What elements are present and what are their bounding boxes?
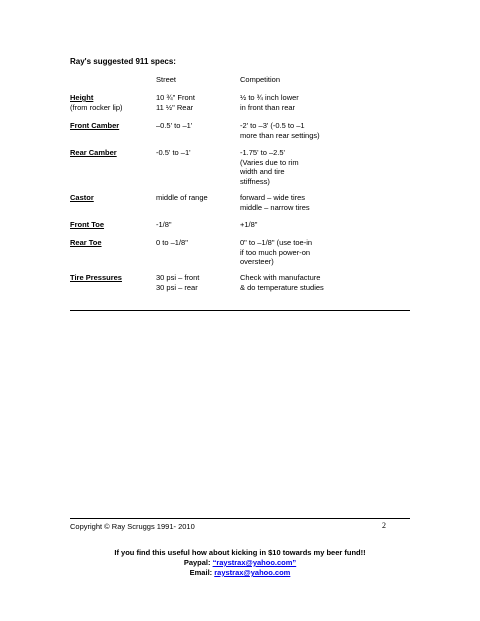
competition-value: Check with manufacture & do temperature studies (240, 273, 324, 292)
street-value: -0.5' to –1' (156, 148, 191, 157)
spec-name: Height (70, 93, 94, 102)
column-header-street: Street (156, 75, 177, 84)
email-line (0, 568, 480, 578)
spec-name: Rear Camber (70, 148, 117, 157)
spec-name: Front Toe (70, 220, 105, 229)
spec-name: Rear Toe (70, 238, 102, 247)
column-header-competition: Competition (240, 75, 281, 84)
competition-value: -1.75' to –2.5' (Varies due to rim width and tire stiffness) (240, 148, 299, 186)
copyright-text: Copyright © Ray Scruggs 1991- 2010 (70, 522, 195, 531)
competition-value: forward – wide tires middle – narrow tires (240, 193, 310, 212)
spec-name: Castor (70, 193, 94, 202)
paypal-label: Paypal: (183, 558, 213, 567)
paypal-line (0, 558, 480, 568)
email-link[interactable]: raystrax@yahoo.com (214, 568, 291, 577)
street-value: 10 ¾" Front 11 ½" Rear (156, 93, 195, 112)
street-value: 0 to –1/8" (156, 238, 188, 247)
page-number: 2 (382, 521, 386, 530)
street-value: –0.5' to –1' (156, 121, 193, 130)
email-label: Email: (189, 568, 215, 577)
spec-subtitle: (from rocker lip) (70, 102, 123, 112)
section-divider (70, 310, 410, 311)
competition-value: 0" to –1/8" (use toe-in if too much power-on oversteer) (240, 238, 313, 266)
paypal-link[interactable]: “raystrax@yahoo.com” (212, 558, 297, 567)
street-value: 30 psi – front 30 psi – rear (156, 273, 200, 292)
competition-value: ½ to ¾ inch lower in front than rear (240, 93, 299, 112)
street-value: -1/8" (156, 220, 172, 229)
footer-divider (70, 518, 410, 519)
competition-value: -2' to –3' (-0.5 to –1 more than rear settings) (240, 121, 320, 140)
promo-message: If you find this useful how about kicking in $10 towards my beer fund!! (114, 548, 366, 557)
street-value: middle of range (156, 193, 208, 202)
page-title: Ray's suggested 911 specs: (70, 57, 176, 66)
competition-value: +1/8" (240, 220, 258, 229)
spec-name: Front Camber (70, 121, 120, 130)
spec-name: Tire Pressures (70, 273, 122, 282)
